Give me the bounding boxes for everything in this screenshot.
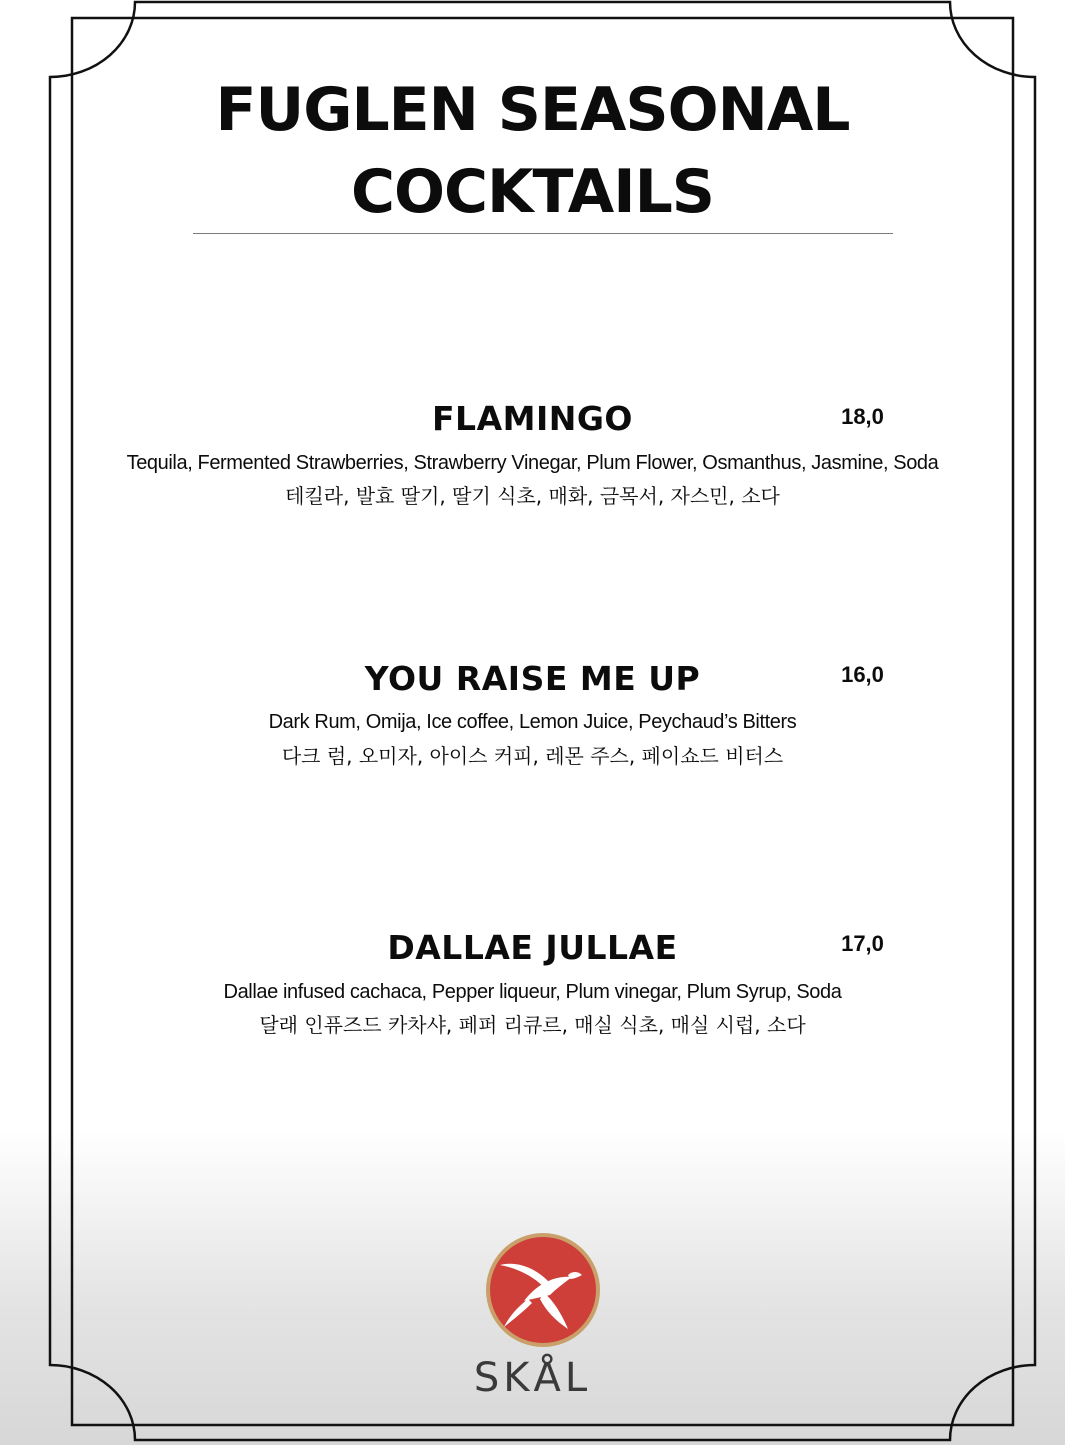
swallow-bird-icon: [484, 1231, 602, 1349]
item-ingredients-en: Tequila, Fermented Strawberries, Strawberry Vinegar, Plum Flower, Osmanthus, Jasmine, Soda: [126, 452, 939, 474]
menu-title-line2: COCKTAILS: [350, 157, 715, 227]
brand-name: SKÅL: [473, 1355, 592, 1401]
title-divider: [193, 233, 893, 234]
item-ingredients-en: Dallae infused cachaca, Pepper liqueur, Plum vinegar, Plum Syrup, Soda: [223, 981, 842, 1003]
item-price: 18,0: [841, 404, 884, 429]
menu-title-line1: FUGLEN SEASONAL: [215, 75, 850, 145]
item-price: 17,0: [841, 931, 884, 956]
item-ingredients-ko: 다크 럼, 오미자, 아이스 커피, 레몬 주스, 페이쇼드 비터스: [281, 744, 784, 768]
item-ingredients-en: Dark Rum, Omija, Ice coffee, Lemon Juice, Peychaud’s Bitters: [268, 711, 797, 733]
item-name: DALLAE JULLAE: [387, 928, 678, 967]
item-ingredients-ko: 달래 인퓨즈드 카차샤, 페퍼 리큐르, 매실 식초, 매실 시럽, 소다: [259, 1013, 806, 1037]
item-name: FLAMINGO: [432, 399, 633, 438]
item-price: 16,0: [841, 662, 884, 687]
item-name: YOU RAISE ME UP: [364, 659, 701, 698]
item-ingredients-ko: 테킬라, 발효 딸기, 딸기 식초, 매화, 금목서, 자스민, 소다: [285, 484, 780, 508]
